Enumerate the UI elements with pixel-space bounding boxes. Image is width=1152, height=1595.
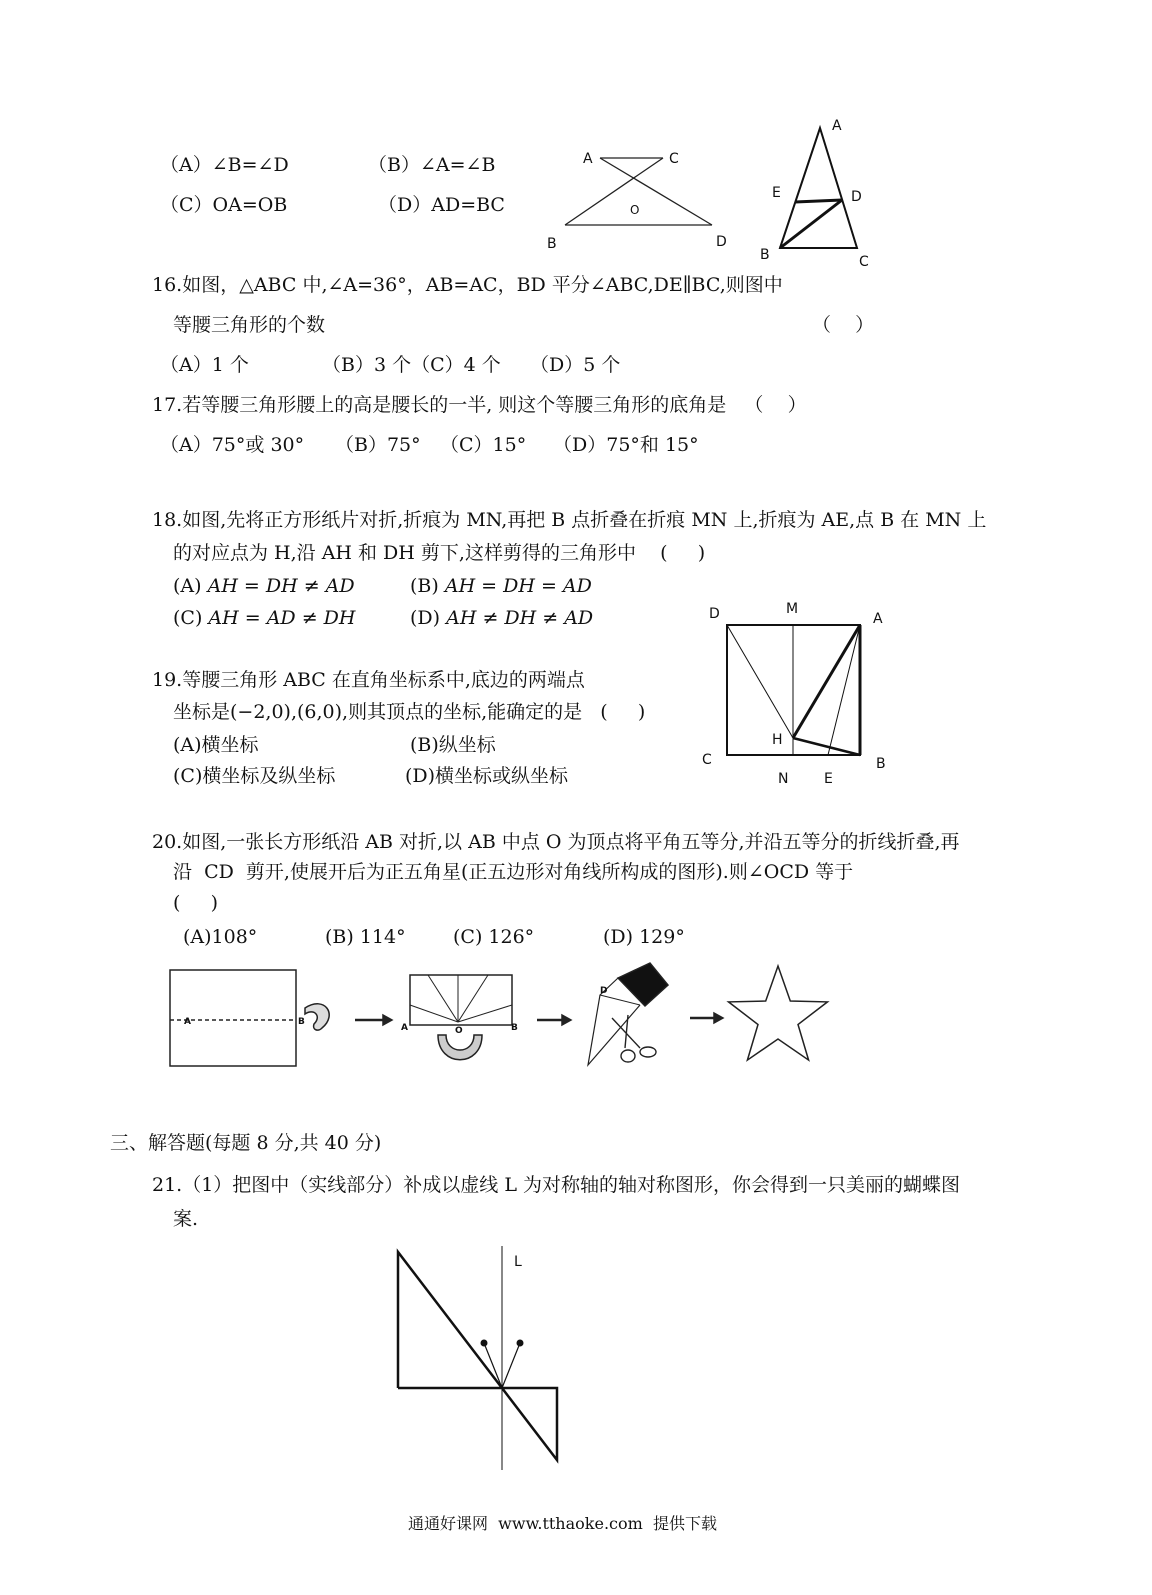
q15-option-b: （B）∠A=∠B bbox=[368, 154, 496, 176]
q20-step3-segment-cd bbox=[600, 995, 640, 1005]
q20-arrow1-icon bbox=[383, 1015, 392, 1025]
q20-arrow2-icon bbox=[562, 1015, 571, 1025]
q16-label-c: C bbox=[859, 254, 869, 270]
q21-figure bbox=[398, 1246, 557, 1470]
q16-stem-line1: 16.如图，△ABC 中,∠A=36°，AB=AC，BD 平分∠ABC,DE∥BC,则图中 bbox=[152, 274, 783, 296]
q19-option-c: (C)横坐标及纵坐标 bbox=[173, 765, 336, 787]
q18-label-n: N bbox=[778, 771, 789, 787]
q21-antenna-right bbox=[502, 1343, 520, 1388]
q17-option-d: （D）75°和 15° bbox=[553, 434, 699, 456]
q18-option-d-label: (D) bbox=[410, 607, 441, 629]
q18-label-m: M bbox=[786, 601, 799, 617]
q20-answer-paren: ( ) bbox=[173, 892, 219, 914]
q20-step3-label-d: D bbox=[600, 986, 608, 996]
q20-step3-folded-paper bbox=[618, 963, 668, 1006]
q15-label-d: D bbox=[716, 234, 727, 250]
q15-option-d: （D）AD=BC bbox=[378, 194, 505, 216]
q15-option-c: （C）OA=OB bbox=[160, 194, 288, 216]
q18-option-a-expr: AH = DH ≠ AD bbox=[207, 575, 355, 597]
q18-label-a: A bbox=[873, 611, 883, 627]
q18-option-c-label: (C) bbox=[173, 607, 203, 629]
q21-half-butterfly bbox=[398, 1252, 557, 1460]
q19-option-d: (D)横坐标或纵坐标 bbox=[405, 765, 569, 787]
q20-stem-line1: 20.如图,一张长方形纸沿 AB 对折,以 AB 中点 O 为顶点将平角五等分,并沿五等分的折线折叠,再 bbox=[152, 831, 960, 853]
q16-triangle-abc bbox=[780, 128, 857, 248]
q21-label-l: L bbox=[514, 1254, 522, 1270]
q21-antenna-left-dot bbox=[481, 1340, 488, 1347]
q18-label-h: H bbox=[772, 732, 783, 748]
q18-option-c-expr: AH = AD ≠ DH bbox=[208, 607, 356, 629]
q18-figure bbox=[727, 625, 860, 755]
q18-label-e: E bbox=[824, 771, 833, 787]
q18-option-d-expr: AH ≠ DH ≠ AD bbox=[446, 607, 594, 629]
q21-antenna-left bbox=[484, 1343, 502, 1388]
q20-step1-fold-arrow-icon bbox=[305, 1004, 329, 1030]
q20-arrow3-icon bbox=[714, 1013, 723, 1023]
q20-option-c: (C) 126° bbox=[453, 926, 535, 948]
q18-segment-ah bbox=[793, 625, 860, 738]
q18-option-b-label: (B) bbox=[410, 575, 439, 597]
q18-segment-hb bbox=[793, 738, 860, 755]
q18-crease-ae bbox=[828, 625, 860, 755]
q16-label-a: A bbox=[832, 118, 842, 134]
q16-figure bbox=[780, 128, 857, 248]
q20-step2-label-b: B bbox=[511, 1023, 518, 1033]
q20-step2-label-a: A bbox=[401, 1023, 408, 1033]
q17-option-b: （B）75° bbox=[335, 434, 421, 456]
q15-line-ad bbox=[600, 158, 712, 225]
q20-figure bbox=[170, 963, 828, 1066]
q15-label-o: O bbox=[630, 203, 640, 217]
q18-stem-line1: 18.如图,先将正方形纸片对折,折痕为 MN,再把 B 点折叠在折痕 MN 上,折痕为 AE,点 B 在 MN 上 bbox=[152, 509, 987, 531]
q16-option-bc: （B）3 个（C）4 个 bbox=[322, 354, 501, 376]
q16-label-d: D bbox=[851, 189, 862, 205]
q15-option-a: （A）∠B=∠D bbox=[160, 154, 289, 176]
q16-option-d: （D）5 个 bbox=[530, 354, 621, 376]
q19-option-b: (B)纵坐标 bbox=[410, 734, 496, 756]
q16-segment-de bbox=[795, 200, 842, 202]
q18-option-a-label: (A) bbox=[173, 575, 202, 597]
q16-option-a: （A）1 个 bbox=[160, 354, 249, 376]
q16-answer-paren: （ ） bbox=[812, 314, 875, 336]
q20-option-b: (B) 114° bbox=[325, 926, 406, 948]
q17-stem: 17.若等腰三角形腰上的高是腰长的一半, 则这个等腰三角形的底角是 （ ） bbox=[152, 394, 807, 416]
q20-step2-label-o: O bbox=[455, 1026, 463, 1036]
q18-segment-dh bbox=[727, 625, 793, 738]
q20-option-d: (D) 129° bbox=[603, 926, 685, 948]
q18-option-b-expr: AH = DH = AD bbox=[444, 575, 592, 597]
q18-stem-line2: 的对应点为 H,沿 AH 和 DH 剪下,这样剪得的三角形中 ( ) bbox=[173, 542, 706, 564]
q20-step1-label-b: B bbox=[298, 1017, 305, 1027]
scissors-icon bbox=[612, 1015, 656, 1062]
q16-label-e: E bbox=[772, 185, 781, 201]
star-icon bbox=[729, 966, 828, 1060]
q19-stem-line1: 19.等腰三角形 ABC 在直角坐标系中,底边的两端点 bbox=[152, 669, 585, 691]
q20-step1-label-a: A bbox=[184, 1017, 191, 1027]
q20-option-a: (A)108° bbox=[183, 926, 258, 948]
q21-stem-line2: 案. bbox=[173, 1208, 199, 1230]
section-title: 三、解答题(每题 8 分,共 40 分) bbox=[110, 1132, 382, 1154]
q19-option-a: (A)横坐标 bbox=[173, 734, 259, 756]
q20-stem-line2: 沿 CD 剪开,使展开后为正五角星(正五边形对角线所构成的图形).则∠OCD 等于 bbox=[173, 861, 854, 883]
q21-stem-line1: 21.（1）把图中（实线部分）补成以虚线 L 为对称轴的轴对称图形，你会得到一只美丽的蝴蝶图 bbox=[152, 1174, 961, 1196]
q15-line-cb bbox=[565, 158, 663, 225]
q18-label-c: C bbox=[702, 752, 712, 768]
q19-stem-line2: 坐标是(−2,0),(6,0),则其顶点的坐标,能确定的是 ( ) bbox=[173, 701, 646, 723]
q18-label-d: D bbox=[709, 606, 720, 622]
page-footer: 通通好课网 www.tthaoke.com 提供下载 bbox=[408, 1514, 717, 1533]
q18-label-b: B bbox=[876, 756, 886, 772]
q15-label-b: B bbox=[547, 236, 557, 252]
q16-segment-bd bbox=[780, 200, 842, 248]
q15-label-a: A bbox=[583, 151, 593, 167]
q21-antenna-right-dot bbox=[517, 1340, 524, 1347]
q17-option-a: （A）75°或 30° bbox=[160, 434, 305, 456]
q20-step2-fan-lines bbox=[410, 975, 512, 1022]
q17-option-c: （C）15° bbox=[440, 434, 527, 456]
q16-label-b: B bbox=[760, 247, 770, 263]
q20-step2-turn-arrow-icon bbox=[438, 1035, 482, 1060]
q16-stem-line2: 等腰三角形的个数 bbox=[173, 314, 326, 336]
q15-label-c: C bbox=[669, 151, 679, 167]
